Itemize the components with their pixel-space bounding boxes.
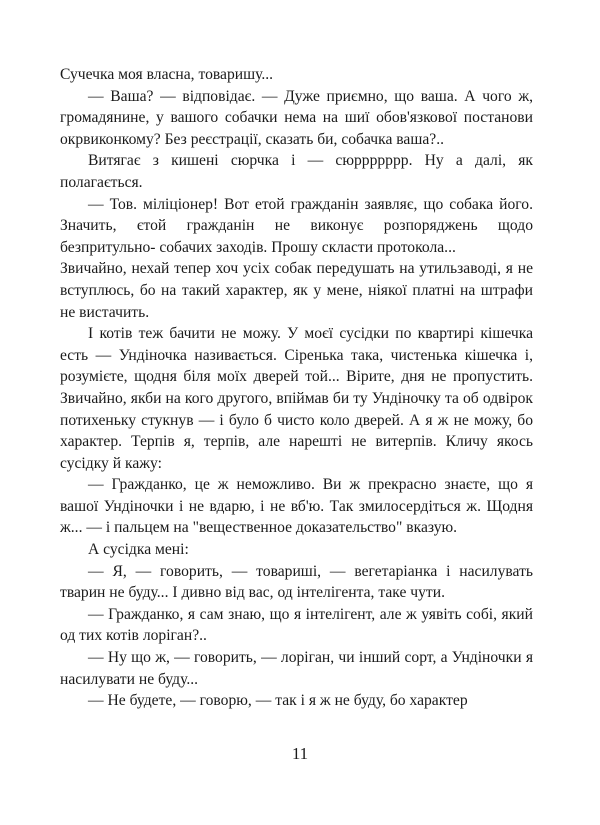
paragraph: Сучечка моя власна, товаришу... bbox=[60, 66, 274, 83]
paragraph: — Тов. міліціонер! Вот етой гражданін заявляє, що собака його. Значить, єтой гражданін не виконує розпоряджень щодо безпритульно- собачих заходів. Прошу скласти протокола... bbox=[60, 195, 533, 256]
paragraph: — Я, — говорить, — товариші, — вегетаріанка і насилувать тварин не буду... І дивно від вас, од інтелігента, таке чути. bbox=[60, 562, 533, 602]
paragraph: Звичайно, нехай тепер хоч усіх собак передушать на утильзаводі, я не вступлюсь, бо на такий характер, як у мене, ніякої платні на штрафи не вистачить. bbox=[60, 260, 533, 321]
paragraph: Витягає з кишені сюрчка і — сюррррррр. Ну а далі, як полагається. bbox=[60, 152, 533, 191]
page-text-block bbox=[60, 64, 533, 712]
paragraph: І котів теж бачити не можу. У моєї сусідки по квартирі кішечка есть — Ундіночка називається. Сіренька така, чистенька кішечка і, розумієте, щодня біля моїх дверей той... Вірите, дня не пропустить. Звичайно, якби на кого другого, впіймав би ту Ундіночку та об одвірок потихеньку стукнув — і було б чисто коло дверей. А я ж не можу, бо характер. Терпів я, терпів, але нарешті не витерпів. Кличу якось сусідку й кажу: bbox=[60, 325, 533, 472]
paragraph: — Ну що ж, — говорить, — лоріган, чи інший сорт, а Ундіночки я насилувати не буду... bbox=[60, 649, 533, 688]
paragraph: — Ваша? — відповідає. — Дуже приємно, що ваша. А чого ж, громадянине, у вашого собачки нема на шиї обов'язкової постанови окрвиконкому? Без реєстрації, сказать би, собачка ваша?.. bbox=[60, 87, 533, 148]
page-number: 11 bbox=[291, 744, 309, 763]
paragraph: А сусідка мені: bbox=[88, 541, 189, 559]
paragraph: — Не будете, — говорю, — так і я ж не буду, бо характер bbox=[88, 692, 468, 710]
paragraph: — Гражданко, це ж неможливо. Ви ж прекрасно знаєте, що я вашої Ундіночки і не вдарю, і не вб'ю. Так змилосердіться ж. Щодня ж... — і пальцем на "вещественное доказательство" вказую. bbox=[60, 476, 533, 537]
paragraph: — Гражданко, я сам знаю, що я інтелігент, але ж уявіть собі, який од тих котів лоріган?.. bbox=[60, 605, 533, 645]
